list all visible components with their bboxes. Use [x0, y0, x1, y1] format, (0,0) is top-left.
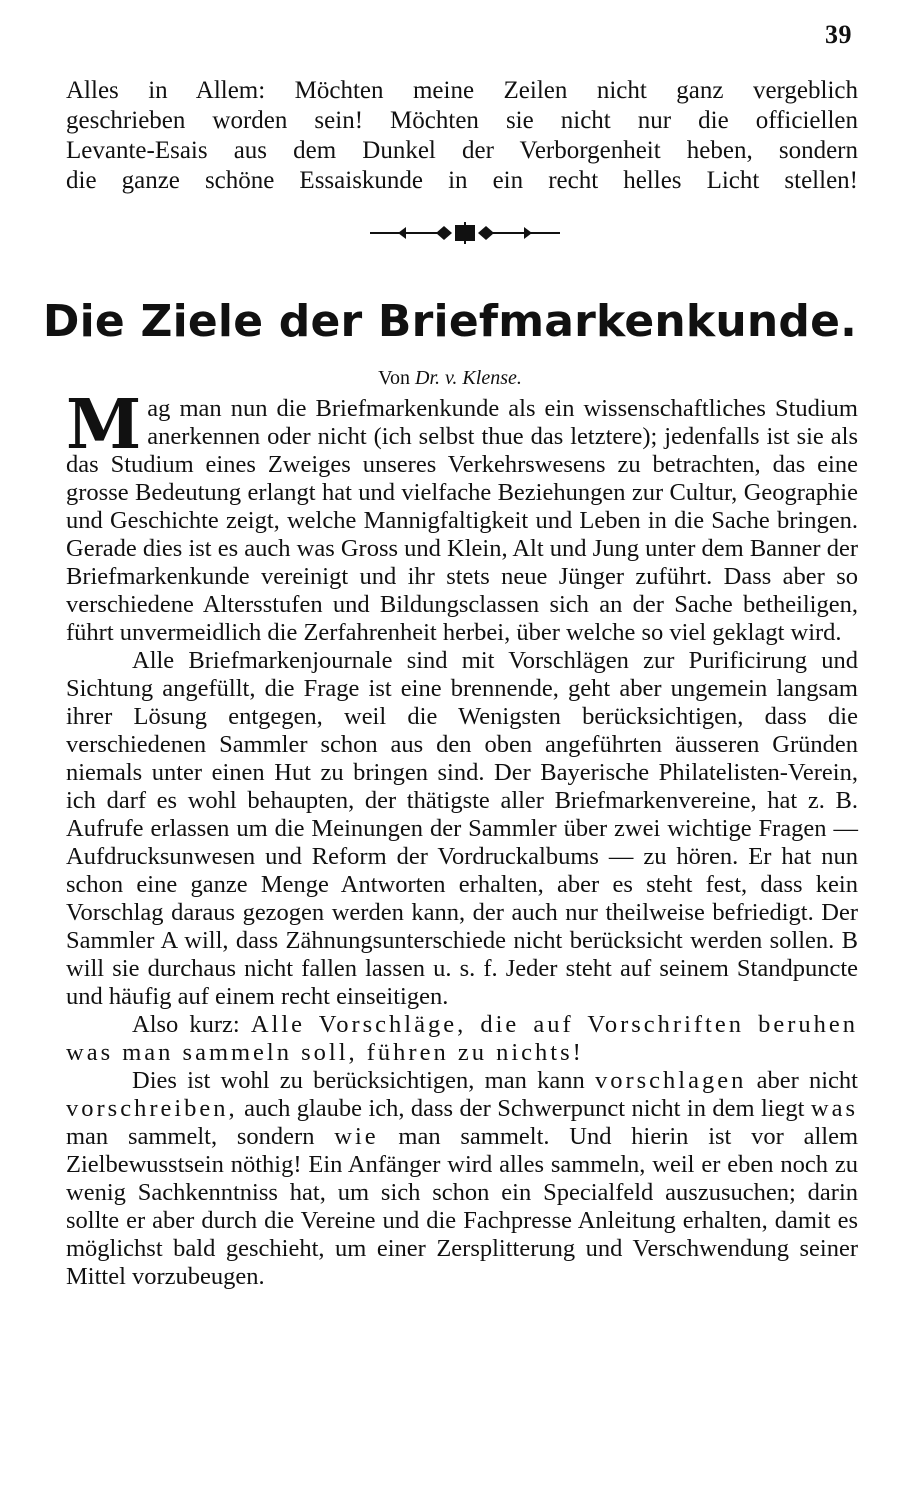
p4-part-e: man sammelt. Und hierin ist vor allem Zielbewusstsein nöthig! Ein Anfänger wird alles sammeln, weil er eben noch zu wenig Sachkenntniss hat, um sich schon ein Specialfeld auszusuchen; darin sollte er aber durch die Vereine und die Fachpresse Anleitung erhalten, damit es möglichst bald geschieht, um einer Zersplitterung und Verschwendung seiner Mittel vorzubeugen. — [66, 1123, 859, 1290]
intro-line: die ganze schöne Essaiskunde in ein recht helles Licht stellen! — [66, 167, 858, 194]
p4-emphasis-4: wie — [334, 1123, 379, 1150]
intro-line: Alles in Allem: Möchten meine Zeilen nicht ganz vergeblich — [66, 77, 858, 104]
intro-line: Levante-Esais aus dem Dunkel der Verborgenheit heben, sondern — [66, 137, 858, 164]
author-name: Dr. v. Klense. — [415, 367, 522, 389]
article-title: Die Ziele der Briefmarkenkunde. — [42, 296, 858, 347]
paragraph-2: Alle Briefmarkenjournale sind mit Vorschlägen zur Purificirung und Sichtung angefüllt, die Frage ist eine brennende, geht aber ungemein langsam ihrer Lösung entgegen, weil die Wenigsten berücksichtigen, dass die verschiedenen Sammler schon aus den oben angeführten äusseren Gründen niemals unter einen Hut zu bringen sind. Der Bayerische Philatelisten-Verein, ich darf es wohl behaupten, der thätigste aller Briefmarkenvereine, hat z. B. Aufrufe erlassen um die Meinungen der Sammler über zwei wichtige Fragen — Aufdrucksunwesen und Reform der Vordruckalbums — zu hören. Er hat nun schon eine ganze Menge Antworten erhalten, aber es steht fest, dass kein Vorschlag daraus gezogen werden kann, der auch nur theilweise befriedigt. Der Sammler A will, dass Zähnungsunterschiede nicht berücksicht werden sollen. B will sie durchaus nicht fallen lassen u. s. f. Jeder steht auf seinem Standpuncte und häufig auf einem recht einseitigen. — [66, 647, 858, 1010]
p4-part-c: auch glaube ich, dass der Schwerpunct nicht in dem liegt — [244, 1095, 805, 1122]
p4-emphasis-2: vorschreiben, — [66, 1095, 238, 1122]
intro-paragraph — [66, 76, 858, 196]
article-body — [66, 385, 859, 1291]
paragraph-3 — [66, 1011, 858, 1067]
paragraph-1-text: ag man nun die Briefmarkenkunde als ein wissenschaftliches Studium anerkennen oder nicht (ich selbst thue das letztere); jedenfalls ist sie als das Studium eines Zweiges unseres Verkehrswesens zu betrachten, das eine grosse Bedeutung erlangt hat und vielfache Beziehungen zur Cultur, Geographie und Geschichte zeigt, welche Mannigfaltigkeit und Leben in die Sache bringen. Gerade dies ist es auch was Gross und Klein, Alt und Jung unter dem Banner der Briefmarkenkunde vereinigt und ihr stets neue Jünger zuführt. Dass aber so verschiedene Altersstufen und Bildungsclassen sich an der Sache betheiligen, führt unvermeidlich die Zerfahrenheit herbei, über welche so viel geklagt wird. — [66, 395, 858, 646]
p4-part-a: Dies ist wohl zu berücksichtigen, man kann — [132, 1067, 585, 1094]
paragraph-1 — [66, 385, 858, 647]
paragraph-3-prefix: Also kurz: — [132, 1011, 240, 1038]
p4-emphasis-1: vorschlagen — [594, 1067, 747, 1094]
paragraph-4 — [66, 1067, 858, 1291]
ornament-divider-icon — [370, 222, 560, 244]
p4-emphasis-3: was — [810, 1095, 859, 1122]
paragraph-3-emphasis: Alle Vorschläge, die auf Vorschriften beruhen was man sammeln soll, führen zu nichts! — [66, 1011, 858, 1066]
drop-cap: M — [66, 385, 142, 465]
p4-part-b: aber nicht — [756, 1067, 858, 1094]
intro-line: geschrieben worden sein! Möchten sie nicht nur die officiellen — [66, 107, 858, 134]
page-number: 39 — [825, 20, 852, 49]
p4-part-d: man sammelt, sondern — [66, 1123, 315, 1150]
byline-prefix: Von — [378, 367, 411, 389]
